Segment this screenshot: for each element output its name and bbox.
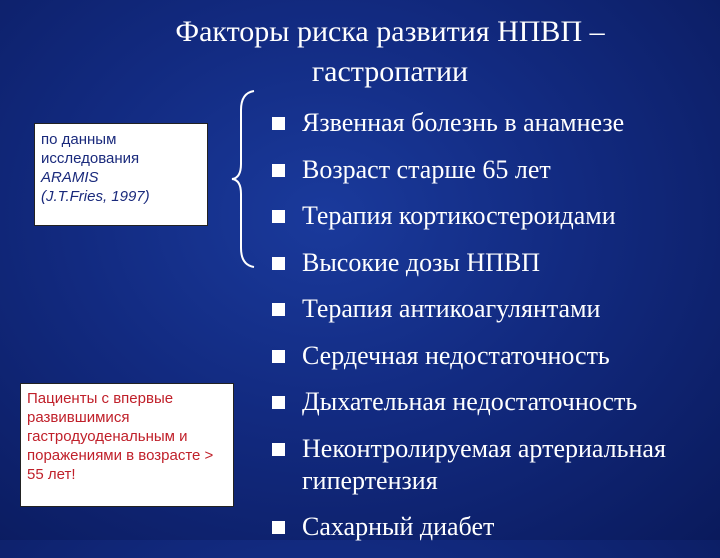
patients-note-text: Пациенты с впервые развившимися гастродуоденальным и поражениями в возрасте > 55 лет! <box>27 390 214 483</box>
square-bullet-icon <box>272 443 285 456</box>
risk-factor-list <box>272 107 720 558</box>
list-item <box>272 107 720 139</box>
square-bullet-icon <box>272 210 285 223</box>
aramis-note-box <box>34 123 208 226</box>
slide-title <box>120 12 660 92</box>
list-item <box>272 200 720 232</box>
patients-note-box <box>20 383 234 507</box>
list-item-label: Дыхательная недостаточность <box>302 387 638 416</box>
list-item-label: Терапия кортикостероидами <box>302 201 616 230</box>
title-line-2: гастропатии <box>311 55 469 88</box>
list-item-label: Неконтролируемая артериальная гипертензия <box>302 433 666 495</box>
list-item <box>272 386 720 418</box>
list-item <box>272 511 720 543</box>
aramis-note-line-1: по данным <box>41 131 117 148</box>
list-item <box>272 154 720 186</box>
list-item-label: Возраст старше 65 лет <box>302 154 551 184</box>
square-bullet-icon <box>272 521 285 534</box>
aramis-note-line-2: исследования <box>41 150 140 167</box>
list-item <box>272 340 720 372</box>
list-item-label: Сахарный диабет <box>302 512 495 541</box>
aramis-note-line-4: (J.T.Fries, 1997) <box>41 188 150 205</box>
list-item <box>272 293 720 325</box>
list-item <box>272 247 720 279</box>
square-bullet-icon <box>272 117 285 130</box>
title-line-1: Факторы риска развития НПВП – <box>175 15 605 48</box>
list-item-label: Терапия антикоагулянтами <box>302 294 601 323</box>
list-item-label: Высокие дозы НПВП <box>302 247 541 277</box>
aramis-note-line-3: ARAMIS <box>41 169 99 186</box>
list-item <box>272 433 702 497</box>
list-item-label: Язвенная болезнь в анамнезе <box>302 108 625 137</box>
square-bullet-icon <box>272 396 285 409</box>
left-curly-brace-icon <box>228 88 258 270</box>
list-item-label: Сердечная недостаточность <box>302 340 610 370</box>
square-bullet-icon <box>272 350 285 363</box>
square-bullet-icon <box>272 164 285 177</box>
square-bullet-icon <box>272 257 285 270</box>
square-bullet-icon <box>272 303 285 316</box>
